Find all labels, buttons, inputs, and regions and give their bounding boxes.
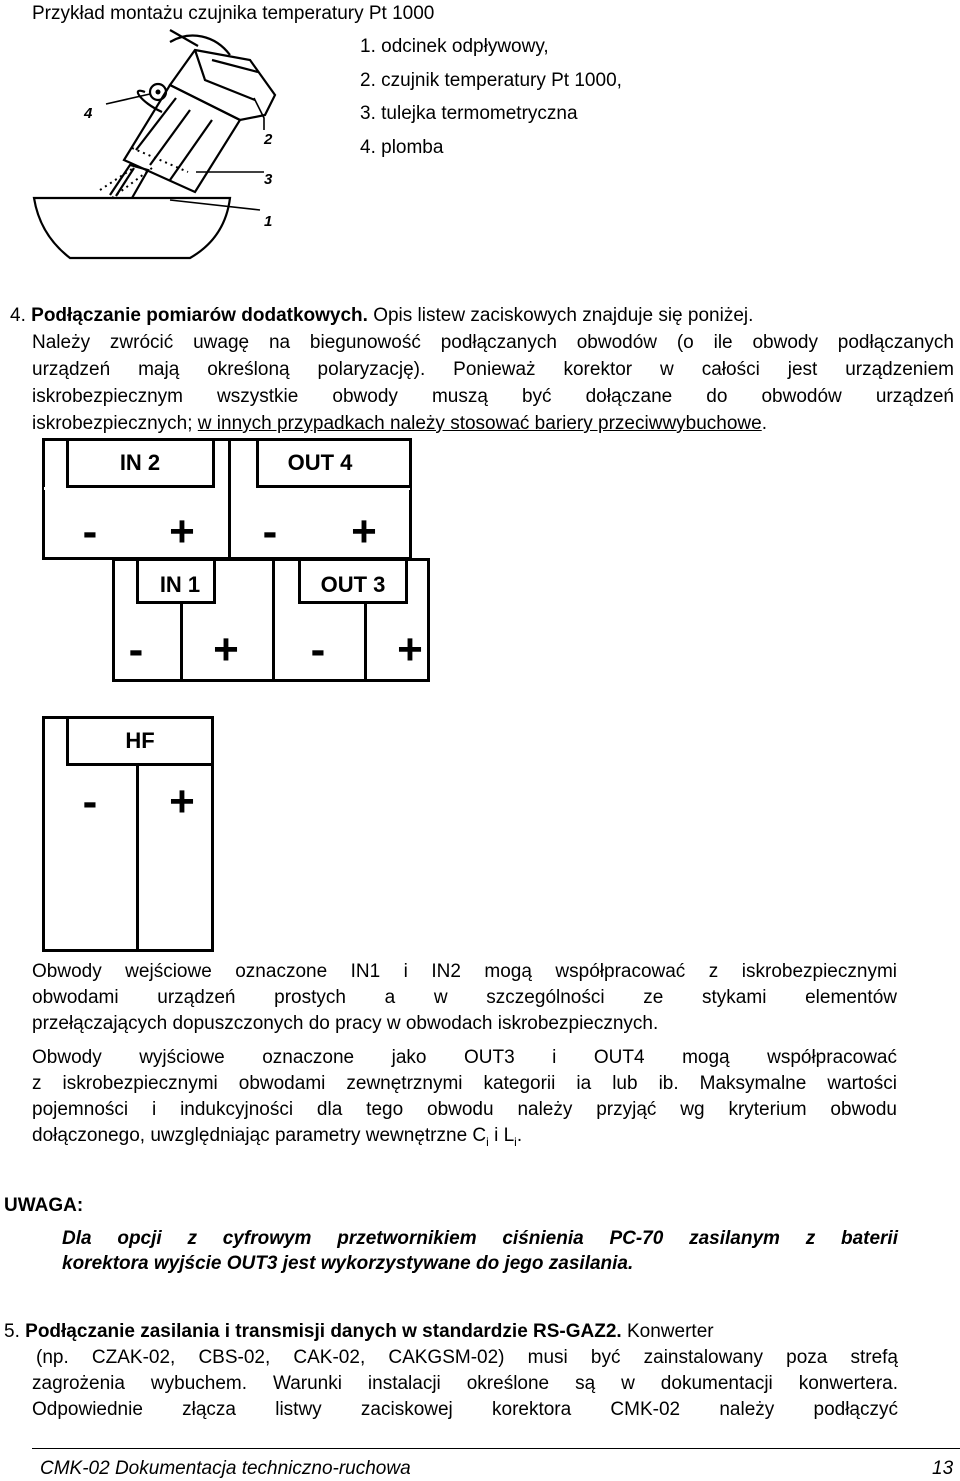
section-5-number: 5. (4, 1321, 20, 1342)
section-4-line-1 (10, 304, 753, 328)
outputs-line-4-text: i L (488, 1125, 515, 1146)
outputs-line-1: Obwody wyjściowe oznaczone jako OUT3 i OUT4 mogą współpracować (32, 1047, 897, 1068)
section-4-line-2: Należy zwrócić uwagę na biegunowość podłączanych obwodów (o ile obwody podłączanych (32, 332, 954, 353)
section-4-number: 4. (10, 305, 26, 326)
footer-rule (32, 1448, 960, 1449)
section-4-heading: Podłączanie pomiarów dodatkowych. (31, 305, 368, 326)
terminal-out4-minus: - (262, 507, 278, 556)
caption-item-2: 2. czujnik temperatury Pt 1000, (360, 70, 622, 91)
inputs-line-1: Obwody wejściowe oznaczone IN1 i IN2 mogą współpracować z iskrobezpiecznymi (32, 961, 897, 982)
section-4-warning-underlined: w innych przypadkach należy stosować bariery przeciwwybuchowe (197, 413, 762, 434)
section-5-line-4: Odpowiednie złącza listwy zaciskowej korektora CMK-02 należy podłączyć (32, 1399, 898, 1420)
terminal-in2-minus: - (82, 507, 98, 556)
terminal-in1-minus: - (128, 625, 144, 674)
terminal-in2-plus: + (169, 507, 195, 556)
section-4-intro: Opis listew zaciskowych znajduje się poniżej. (367, 305, 754, 326)
terminal-out3-plus: + (397, 625, 423, 674)
sensor-mounting-drawing (20, 20, 320, 265)
outputs-line-4-text: . (516, 1125, 523, 1146)
terminal-label-out4: OUT 4 (287, 450, 353, 475)
terminal-hf-plus: + (169, 777, 195, 826)
terminal-label-hf: HF (125, 728, 155, 753)
section-4-line-3: urządzeń mają określoną polaryzację). Ponieważ korektor w całości jest urządzeniem (32, 359, 954, 380)
terminal-divider (180, 604, 183, 680)
terminal-out3-minus: - (310, 625, 326, 674)
caption-item-1: 1. odcinek odpływowy, (360, 36, 549, 57)
page-number: 13 (932, 1458, 954, 1479)
figure-label-4: 4 (84, 105, 93, 122)
terminal-divider (364, 604, 367, 680)
section-5-line-3: zagrożenia wybuchem. Warunki instalacji określone są w dokumentacji konwertera. (32, 1373, 898, 1394)
subscript-i: i (514, 1134, 517, 1149)
section-4-line-5-plain: iskrobezpiecznych; (32, 413, 198, 434)
warning-line-1: Dla opcji z cyfrowym przetwornikiem ciśnienia PC-70 zasilanym z baterii (62, 1228, 898, 1249)
terminal-divider (272, 560, 275, 680)
caption-item-3: 3. tulejka termometryczna (360, 103, 578, 124)
figure-title: Przykład montażu czujnika temperatury Pt 1000 (32, 3, 435, 24)
outputs-line-3: pojemności i indukcyjności dla tego obwodu należy przyjąć wg kryterium obwodu (32, 1099, 897, 1120)
section-5-heading: Podłączanie zasilania i transmisji danych w standardzie RS-GAZ2. (25, 1321, 622, 1342)
terminal-out4-plus: + (351, 507, 377, 556)
section-5-intro: Konwerter (621, 1321, 714, 1342)
figure-label-1: 1 (264, 213, 273, 230)
outputs-line-4 (32, 1124, 522, 1154)
terminal-hf-minus: - (82, 777, 98, 826)
subscript-i: i (486, 1134, 489, 1149)
section-4-line-5-end: . (761, 413, 768, 434)
footer-title: CMK-02 Dokumentacja techniczno-ruchowa (40, 1458, 411, 1479)
terminal-label-in1: IN 1 (159, 572, 201, 597)
figure-label-3: 3 (264, 171, 273, 188)
terminal-label-in2: IN 2 (119, 450, 161, 475)
section-4-line-4: iskrobezpiecznym wszystkie obwody muszą być dołączane do obwodów urządzeń (32, 386, 954, 407)
warning-label: UWAGA: (4, 1195, 84, 1216)
terminal-divider (136, 764, 139, 950)
terminal-divider (228, 440, 231, 558)
inputs-line-3: przełączających dopuszczonych do pracy w obwodach iskrobezpiecznych. (32, 1013, 659, 1034)
outputs-line-4-text: dołączonego, uwzględniając parametry wewnętrzne C (32, 1125, 487, 1146)
section-4-line-5 (32, 412, 767, 436)
section-5-line-2: (np. CZAK-02, CBS-02, CAK-02, CAKGSM-02) musi być zainstalowany poza strefą (36, 1347, 898, 1368)
outputs-line-2: z iskrobezpiecznymi obwodami zewnętrznymi kategorii ia lub ib. Maksymalne wartości (32, 1073, 897, 1094)
terminal-label-out3: OUT 3 (320, 572, 386, 597)
figure-label-2: 2 (264, 131, 273, 148)
caption-item-4: 4. plomba (360, 137, 444, 158)
warning-line-2: korektora wyjście OUT3 jest wykorzystywane do jego zasilania. (62, 1253, 634, 1274)
section-5-line-1 (4, 1320, 714, 1344)
terminal-in1-plus: + (213, 625, 239, 674)
inputs-line-2: obwodami urządzeń prostych a w szczególności ze stykami elementów (32, 987, 897, 1008)
